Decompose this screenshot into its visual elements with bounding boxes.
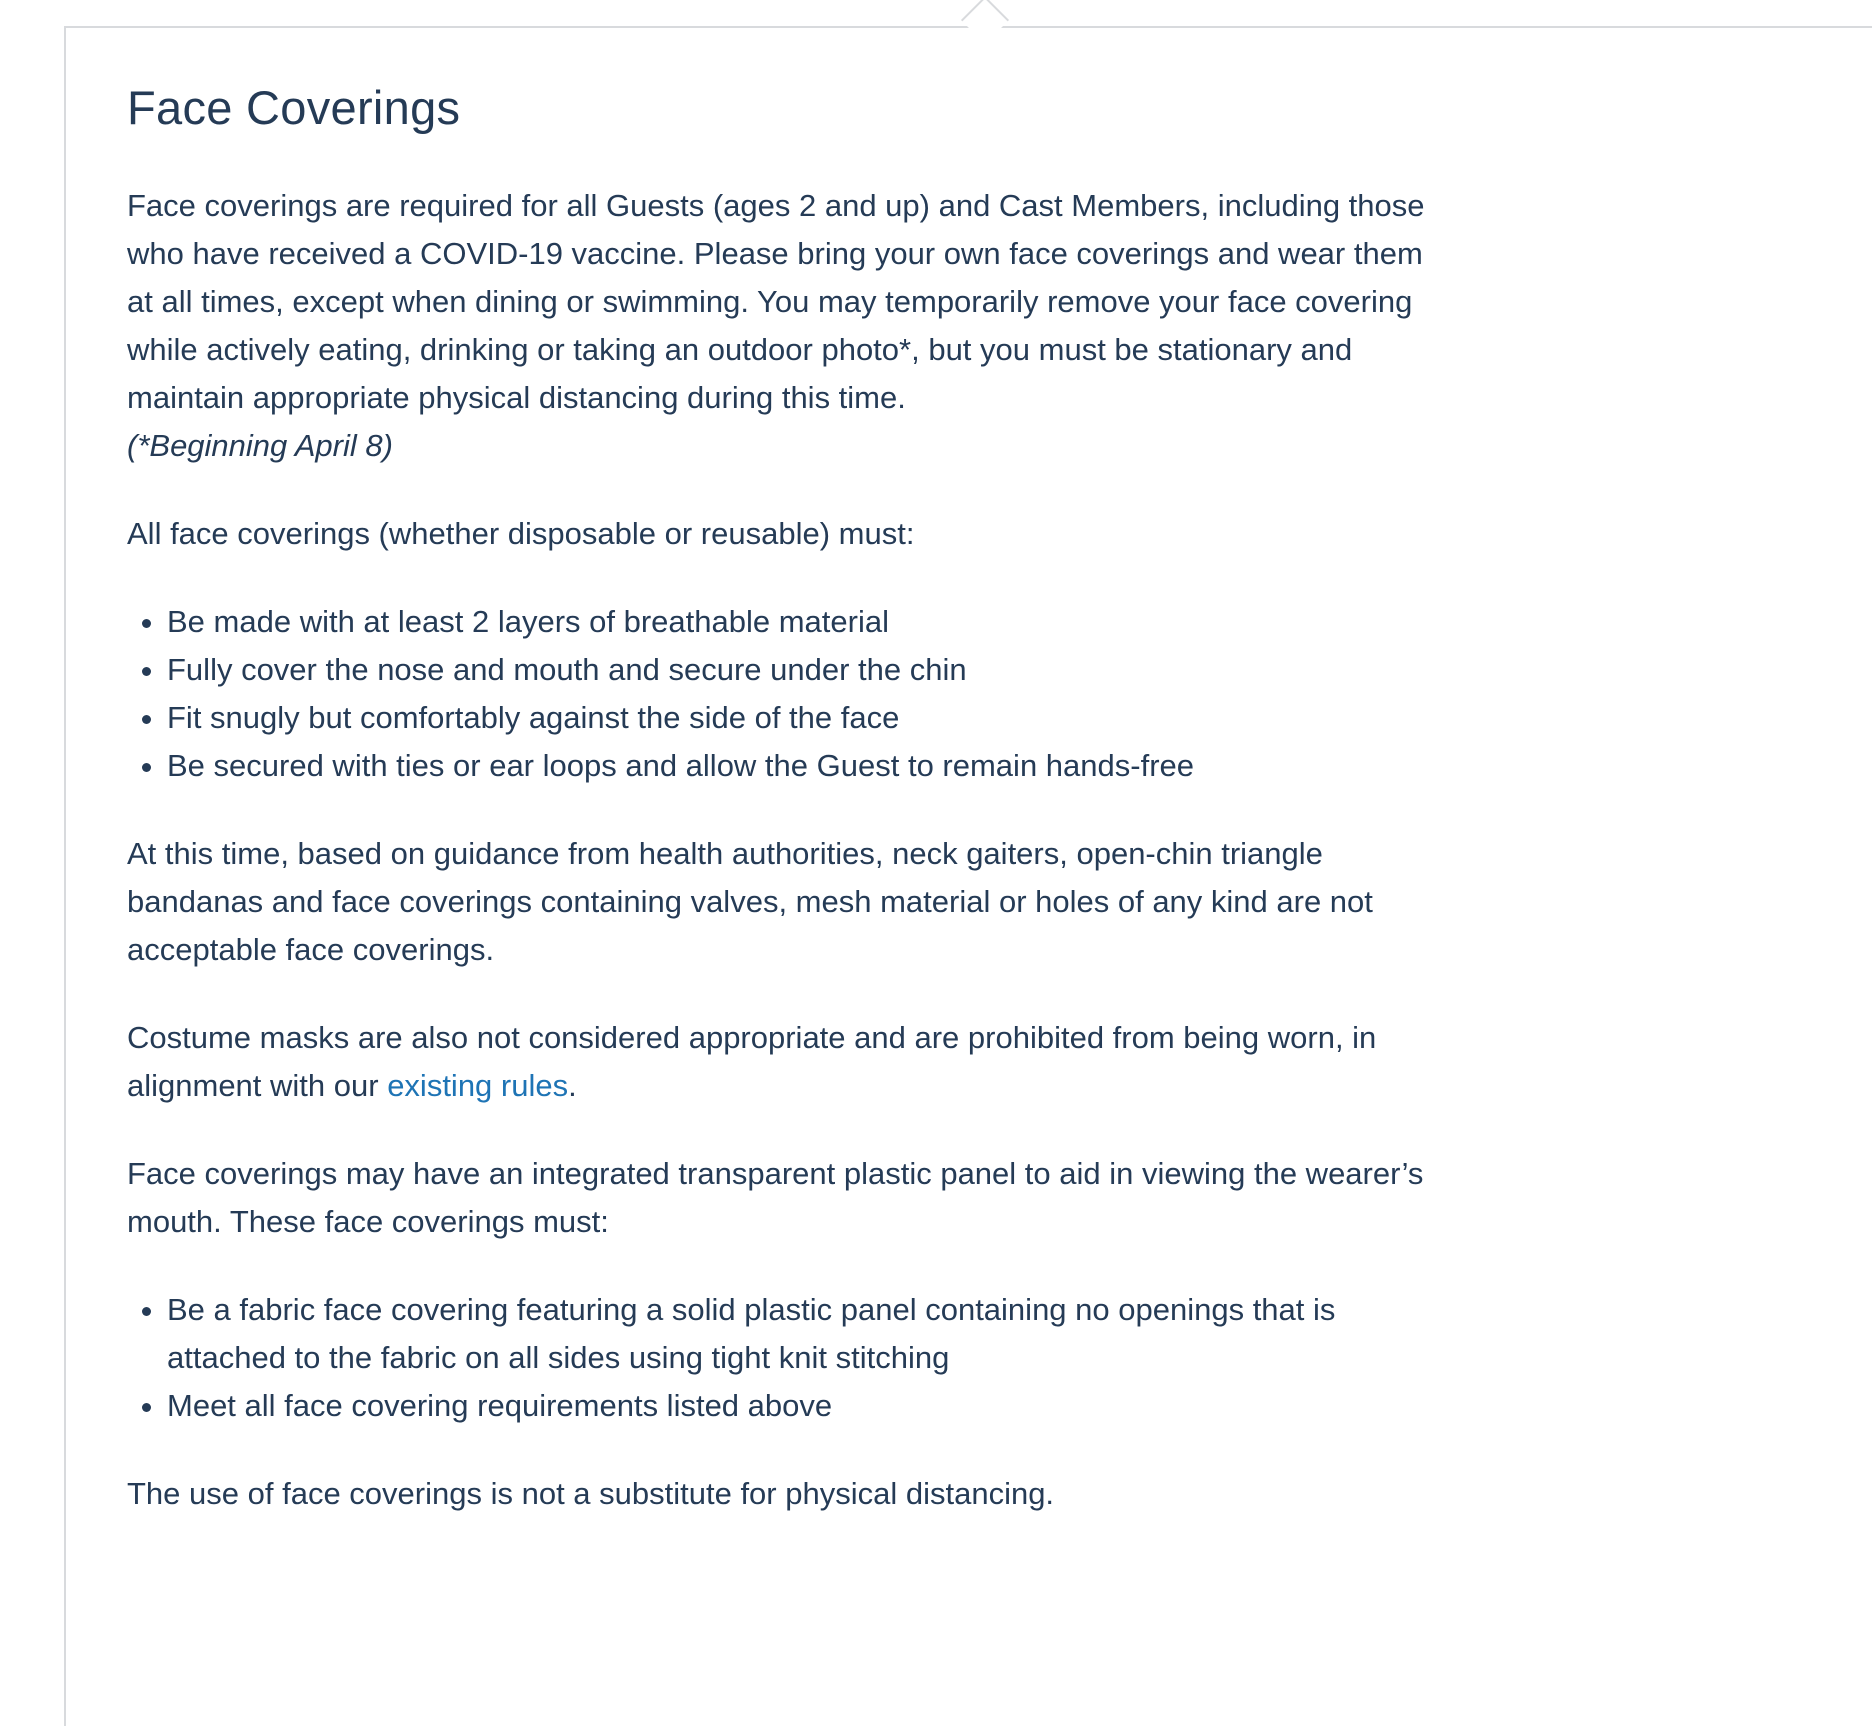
gaiters-paragraph: At this time, based on guidance from health authorities, neck gaiters, open-chin triangle bandanas and face coverings containing valves, mesh material or holes of any kind are not acceptable face coverings.	[127, 836, 1373, 967]
list-item: • Be a fabric face covering featuring a solid plastic panel containing no openings that is attached to the fabric on all sides using tight knit stitching	[167, 1286, 1447, 1382]
costume-period: .	[568, 1068, 577, 1103]
panel-paragraph: Face coverings may have an integrated transparent plastic panel to aid in viewing the wearer’s mouth. These face coverings must:	[127, 1156, 1424, 1239]
list-item: • Fit snugly but comfortably against the side of the face	[167, 694, 1447, 742]
list-item: • Meet all face covering requirements listed above	[167, 1382, 1447, 1430]
list-item: • Be made with at least 2 layers of breathable material	[167, 598, 1447, 646]
existing-rules-link[interactable]: existing rules	[387, 1068, 569, 1103]
intro-text: Face coverings are required for all Guests (ages 2 and up) and Cast Members, including those who have received a COVID-19 vaccine. Please bring your own face coverings and wear them at all times, except when dining or swimming. You may temporarily remove your face covering while actively eating, drinking or taking an outdoor photo*, but you must be stationary and maintain appropriate physical distancing during this time.	[127, 188, 1425, 415]
costume-paragraph	[127, 1014, 1447, 1110]
list-item: • Fully cover the nose and mouth and secure under the chin	[167, 646, 1447, 694]
intro-paragraph	[127, 182, 1447, 470]
article-content	[127, 78, 1447, 1518]
panel-requirements-list	[127, 1286, 1447, 1430]
costume-text: Costume masks are also not considered appropriate and are prohibited from being worn, in alignment with our	[127, 1020, 1377, 1103]
closing-paragraph: The use of face coverings is not a substitute for physical distancing.	[127, 1476, 1055, 1511]
requirements-lead: All face coverings (whether disposable or reusable) must:	[127, 516, 915, 551]
intro-note: (*Beginning April 8)	[127, 428, 393, 463]
requirements-list	[127, 598, 1447, 790]
list-item: • Be secured with ties or ear loops and allow the Guest to remain hands-free	[167, 742, 1447, 790]
page-title: Face Coverings	[127, 81, 461, 134]
